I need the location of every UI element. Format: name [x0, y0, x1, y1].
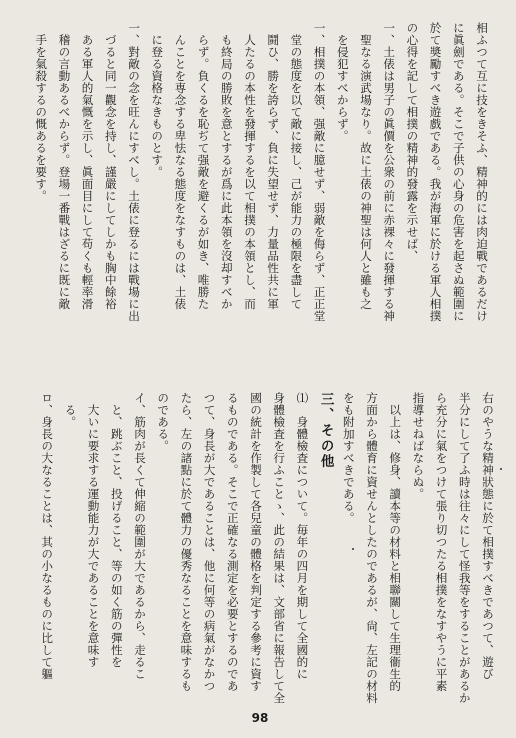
text-column: 半分にして了ふ時は往々にして怪我等をすることがあるか [457, 392, 472, 704]
text-column: ロ、身長の大なることは、其の小なるものに比して軀 [40, 392, 55, 680]
text-column: 聖なる演武場なり。故に土俵の神聖は何人と雖も之 [359, 22, 373, 310]
text-column: 相ふつて互に技をきそふ、精神的には肉迫戰であるだけ [475, 22, 489, 322]
text-column: 右のやうな精神狀態に於て相撲すべきであつて、遊び [481, 392, 495, 680]
text-column: 以上は、修身、讀本等の材料と相聯關して生理衞生的 [388, 392, 403, 692]
text-column: づると同一觀念を持し、謹嚴にしてしかも胸中餘裕 [103, 22, 118, 310]
section-heading: 三、その他 [317, 392, 334, 470]
ink-speck [500, 468, 502, 470]
text-column: 大いに要求する運動能力が大であることを意味す [86, 392, 101, 668]
text-column: 稽の言動あるべからず。登場一番戰はざるに既に敵 [57, 22, 72, 310]
text-column: つて、身長が大であることは、他に何等の病氣がなかつ [202, 392, 217, 692]
text-column: 人たるの本性を發揮するを以て相撲の本領とし、而 [243, 22, 257, 310]
text-column: ⑴ 身體檢査について。毎年の四月を期して全國的に [295, 392, 310, 680]
text-column: たら、左の諸點に於て體力の優秀なることを意味するも [179, 392, 194, 692]
text-column: と、跳ぶこと、投げること、等の如く筋の彈性を [109, 392, 124, 668]
text-column: ある軍人的氣慨を示し、眞面目にして苟くも輕率滑 [80, 22, 95, 310]
text-column: 於て奬勵すべき遊戲である。我が海軍に於ける軍人相撲 [428, 22, 443, 322]
text-column: も終局の勝敗を意とするが爲に此本領を沒却すべか [219, 22, 234, 310]
text-column: に眞劍である。そこで子供の心身の危害を起さぬ範圍に [451, 22, 466, 322]
text-column: 方面から體育に資せんとしたのであるが、尙、左記の材料 [365, 392, 379, 704]
text-column: 鬪ひ、勝を誇らず、負に失望せず、力量品性共に軍 [266, 22, 281, 310]
text-column: らず。負くるを恥ぢて强敵を避くるが如き、唯勝た [196, 22, 211, 310]
text-column: の心得を記して相撲の精神的發露を示せば、 [405, 22, 420, 262]
page-number: 98 [251, 711, 269, 725]
ink-speck [352, 548, 354, 550]
text-column: 一、土俵は男子の眞價を公衆の前に赤裸々に發揮する神 [382, 22, 397, 322]
text-column: 手を氣殺するの慨あるを要す。 [34, 22, 49, 202]
text-column: 國の統計を作製して各兒童の體格を判定する參考に資す [249, 392, 263, 692]
text-column: のである。 [156, 392, 171, 452]
text-column: ら充分に氣をつけて張り切つたる相撲をなすやうに平素 [434, 392, 449, 692]
text-column: るものである。そこで正確なる測定を必要とするのであ [225, 392, 240, 692]
text-column: 一、對敵の念を旺んにすべし。土俵に登るには戰場に出 [127, 22, 141, 322]
text-column: んことを専念する卑怯なる態度をなすものは、土俵 [173, 22, 188, 310]
text-column: る。 [63, 392, 78, 428]
text-column: 一、相撲の本領、强敵に臆せず、弱敵を侮らず、正正堂 [312, 22, 327, 322]
text-column: 堂の態度を以て敵に接し、己が能力の極限を盡して [289, 22, 304, 310]
text-column: イ、筋肉が長くて伸縮の範圍が大であるから、走るこ [133, 392, 147, 680]
text-column: 指導せねばならぬ。 [411, 392, 426, 500]
text-column: に登る資格なきものとす。 [150, 22, 165, 178]
text-column: を侵犯すべからず。 [335, 22, 350, 142]
text-column: 身體檢査を行ふことゝ、此の結果は、文部省に報告して全 [272, 392, 287, 704]
text-column: をも附加すべきである。 [341, 392, 356, 524]
